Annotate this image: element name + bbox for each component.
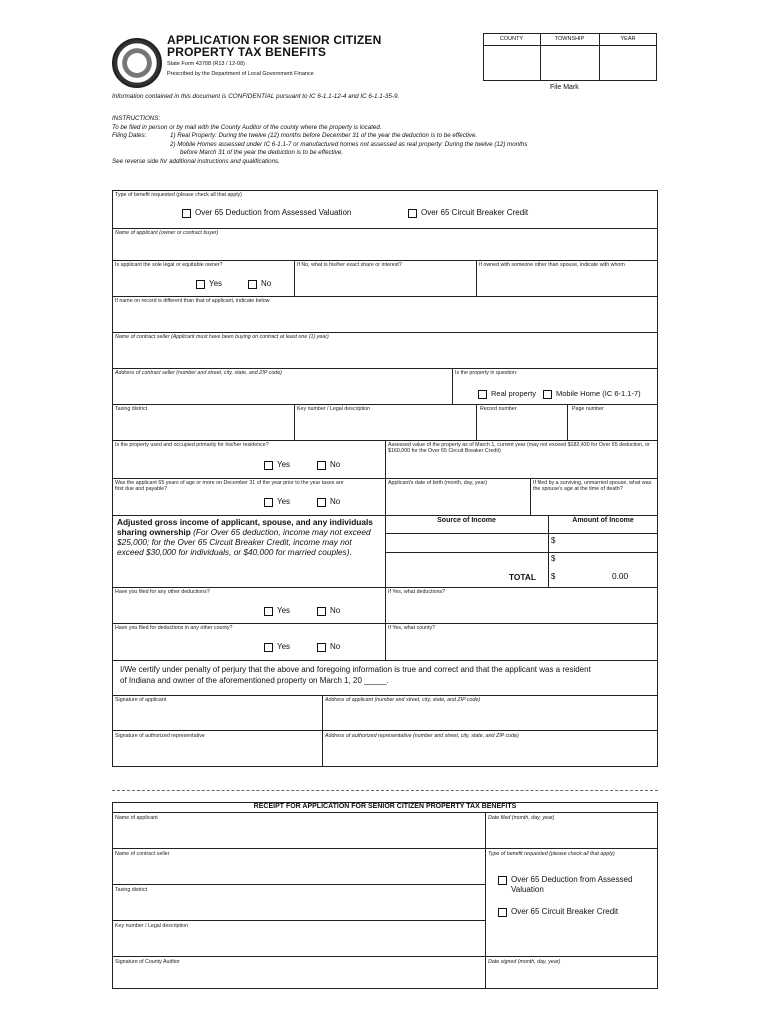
record-number-label: Record number <box>480 406 517 412</box>
sole-owner-yes-checkbox[interactable] <box>196 280 205 289</box>
sole-owner-label: Is applicant the sole legal or equitable owner? <box>115 262 223 268</box>
other-county-no-checkbox[interactable] <box>317 643 326 652</box>
county-field[interactable] <box>484 46 539 79</box>
receipt-benefit-type-label: Type of benefit requested (please check all that apply) <box>488 851 615 857</box>
year-field[interactable] <box>600 46 655 79</box>
page-number-field[interactable] <box>569 414 656 439</box>
what-county-label: If Yes, what county? <box>388 625 436 631</box>
township-field[interactable] <box>541 46 598 79</box>
real-property-option[interactable]: Real property <box>478 389 536 399</box>
receipt-over65-deduction-option[interactable]: Over 65 Deduction from Assessed Valuation <box>498 875 632 895</box>
principal-residence-label: Is the property used and occupied primarily for his/her residence? <box>115 442 269 448</box>
dob-field[interactable] <box>387 490 529 514</box>
confidential-notice: Information contained in this document is CONFIDENTIAL pursuant to IC 6-1.1-12-4 and IC 6-1.1-35-9. <box>112 93 400 100</box>
receipt-date-signed-field[interactable] <box>487 967 656 987</box>
file-mark-label: File Mark <box>550 84 579 91</box>
income-instructions: Adjusted gross income of applicant, spouse, and any individuals sharing ownership (For Over 65 deduction, income may not exceed $25,000; for the Over 65 Circuit Breaker Credit, income may not exceed $30,000 for individuals, or $40,000 for married couples). <box>117 517 373 557</box>
state-seal-icon <box>112 38 162 88</box>
total-value: 0.00 <box>612 571 629 581</box>
mobile-home-checkbox[interactable] <box>543 390 552 399</box>
county-label: COUNTY <box>499 36 524 42</box>
other-county-no[interactable]: No <box>317 642 340 652</box>
income-source-1[interactable] <box>386 534 547 551</box>
sig-rep-field[interactable] <box>113 741 321 765</box>
age65-no[interactable]: No <box>317 497 340 507</box>
over65-circuit-option[interactable]: Over 65 Circuit Breaker Credit <box>408 208 528 218</box>
other-county-label: Have you filed for deductions in any other county? <box>115 625 233 631</box>
receipt-applicant-field[interactable] <box>113 822 484 847</box>
receipt-date-signed-label: Date signed (month, day, year) <box>488 959 561 965</box>
mobile-home-option[interactable]: Mobile Home (IC 6-1.1-7) <box>543 389 641 399</box>
receipt-auditor-sig-field[interactable] <box>113 967 484 987</box>
other-deductions-label: Have you filed for any other deductions? <box>115 589 210 595</box>
receipt-taxing-district-label: Taxing district <box>115 887 148 893</box>
sig-applicant-label: Signature of applicant <box>115 697 167 703</box>
income-amount-1[interactable] <box>559 534 656 551</box>
real-property-checkbox[interactable] <box>478 390 487 399</box>
sole-owner-no[interactable]: No <box>248 279 271 289</box>
form-title: APPLICATION FOR SENIOR CITIZEN PROPERTY TAX BENEFITS <box>167 33 382 59</box>
which-deductions-label: If Yes, what deductions? <box>388 589 446 595</box>
amount-income-header: Amount of Income <box>572 517 634 524</box>
income-source-2[interactable] <box>386 553 547 570</box>
spouse-age-label: If filed by a surviving, unmarried spouse, what was the spouse's age at the time of death? <box>533 480 652 493</box>
addr-applicant-field[interactable] <box>324 705 656 729</box>
receipt-applicant-label: Name of applicant <box>115 815 158 821</box>
prescribed-by: Prescribed by the Department of Local Government Finance <box>167 71 314 77</box>
county-township-year-box <box>483 33 657 81</box>
name-on-record-label: If name on record is different than that of applicant, indicate below <box>115 298 270 304</box>
record-number-field[interactable] <box>478 414 566 439</box>
residence-no[interactable]: No <box>317 460 340 470</box>
exact-share-field[interactable] <box>296 270 474 295</box>
receipt-seller-label: Name of contract seller <box>115 851 170 857</box>
over65-deduction-checkbox[interactable] <box>182 209 191 218</box>
dob-label: Applicant's date of birth (month, day, year) <box>388 480 487 486</box>
what-county-field[interactable] <box>387 634 656 659</box>
other-deductions-no-checkbox[interactable] <box>317 607 326 616</box>
benefit-type-label: Type of benefit requested (please check all that apply) <box>115 192 242 198</box>
receipt-form <box>112 802 658 988</box>
owned-with-label: If owned with someone other than spouse, indicate with whom <box>479 262 625 268</box>
other-deductions-yes[interactable]: Yes <box>264 606 290 616</box>
sole-owner-no-checkbox[interactable] <box>248 280 257 289</box>
sole-owner-yes[interactable]: Yes <box>196 279 222 289</box>
receipt-over65-deduction-checkbox[interactable] <box>498 876 507 885</box>
age65-yes-checkbox[interactable] <box>264 498 273 507</box>
over65-deduction-option[interactable]: Over 65 Deduction from Assessed Valuation <box>182 208 351 218</box>
year-label: YEAR <box>620 36 636 42</box>
spouse-age-field[interactable] <box>532 500 656 514</box>
income-amount-2[interactable] <box>559 553 656 570</box>
key-number-label: Key number / Legal description <box>297 406 371 412</box>
application-form <box>112 190 658 770</box>
name-on-record-field[interactable] <box>113 306 656 331</box>
assessed-value-label: Assessed value of the property as of March 1, current year (may not exceed $182,430 for Over 65 deduction, or $160,000 for the Over 65 Circuit Breaker Credit) <box>388 442 650 455</box>
other-deductions-yes-checkbox[interactable] <box>264 607 273 616</box>
residence-yes-checkbox[interactable] <box>264 461 273 470</box>
taxing-district-label: Taxing district <box>115 406 148 412</box>
seller-address-field[interactable] <box>113 378 451 403</box>
receipt-taxing-district-field[interactable] <box>113 895 484 919</box>
addr-applicant-label: Address of applicant (number and street, city, state, and ZIP code) <box>325 697 481 703</box>
receipt-date-filed-label: Date filed (month, day, year) <box>488 815 555 821</box>
sig-applicant-field[interactable] <box>113 705 321 729</box>
taxing-district-field[interactable] <box>113 414 293 439</box>
receipt-title: RECEIPT FOR APPLICATION FOR SENIOR CITIZEN PROPERTY TAX BENEFITS <box>253 803 517 810</box>
age65-yes[interactable]: Yes <box>264 497 290 507</box>
page-number-label: Page number <box>572 406 604 412</box>
other-county-yes-checkbox[interactable] <box>264 643 273 652</box>
receipt-over65-circuit-checkbox[interactable] <box>498 908 507 917</box>
property-type-label: Is the property in question: <box>455 370 518 376</box>
other-deductions-no[interactable]: No <box>317 606 340 616</box>
age65-no-checkbox[interactable] <box>317 498 326 507</box>
state-form-number: State Form 43708 (R13 / 12-08) <box>167 61 245 67</box>
applicant-name-field[interactable] <box>113 238 656 259</box>
over65-circuit-checkbox[interactable] <box>408 209 417 218</box>
residence-yes[interactable]: Yes <box>264 460 290 470</box>
instructions: INSTRUCTIONS: To be filed in person or by mail with the County Auditor of the county where the property is located. Filing Dates: 1) Real Property: During the twelve (12) months before December 31 of the year the deduction is to be effective. 2) Mobile Homes assessed under IC 6-1.1-7 or manufactured homes not assessed as real property: During the twelve (12) months before March 31 of the year the deduction is to be effective. See reverse side for additional instructions and qualifications. <box>112 115 528 165</box>
seller-address-label: Address of contract seller (number and street, city, state, and ZIP code) <box>115 370 282 376</box>
receipt-key-number-field[interactable] <box>113 931 484 955</box>
receipt-seller-field[interactable] <box>113 859 484 883</box>
age65-label: Was the applicant 65 years of age or more on December 31 of the year prior to the year taxes are first due and payable? <box>115 480 344 493</box>
exact-share-label: If No, what is his/her exact share or interest? <box>297 262 402 268</box>
contract-seller-label: Name of contract seller (Applicant must have been buying on contract at least one (1) year) <box>115 334 329 340</box>
income-dollar-1: $ <box>551 536 556 545</box>
certification-statement: I/We certify under penalty of perjury that the above and foregoing information is true and correct and that the applicant was a resident of Indiana and owner of the aforementioned property on March 1, 20 _____. <box>120 665 591 685</box>
township-label: TOWNSHIP <box>554 36 585 42</box>
residence-no-checkbox[interactable] <box>317 461 326 470</box>
addr-rep-field[interactable] <box>324 741 656 765</box>
which-deductions-field[interactable] <box>387 598 656 622</box>
receipt-auditor-sig-label: Signature of County Auditor <box>115 959 180 965</box>
receipt-over65-circuit-option[interactable]: Over 65 Circuit Breaker Credit <box>498 907 618 917</box>
source-income-header: Source of Income <box>437 517 496 524</box>
sig-rep-label: Signature of authorized representative <box>115 733 205 739</box>
contract-seller-field[interactable] <box>113 342 656 367</box>
cut-line <box>112 790 658 791</box>
other-county-yes[interactable]: Yes <box>264 642 290 652</box>
receipt-key-number-label: Key number / Legal description <box>115 923 189 929</box>
key-number-field[interactable] <box>296 414 474 439</box>
assessed-value-field[interactable] <box>387 456 656 477</box>
owned-with-field[interactable] <box>478 276 656 295</box>
applicant-name-label: Name of applicant (owner or contract buyer) <box>115 230 219 236</box>
total-dollar: $ <box>551 572 556 581</box>
income-dollar-2: $ <box>551 554 556 563</box>
receipt-date-filed-field[interactable] <box>487 822 656 847</box>
total-label: TOTAL <box>509 572 536 582</box>
addr-rep-label: Address of authorized representative (number and street, city, state, and ZIP code) <box>325 733 519 739</box>
